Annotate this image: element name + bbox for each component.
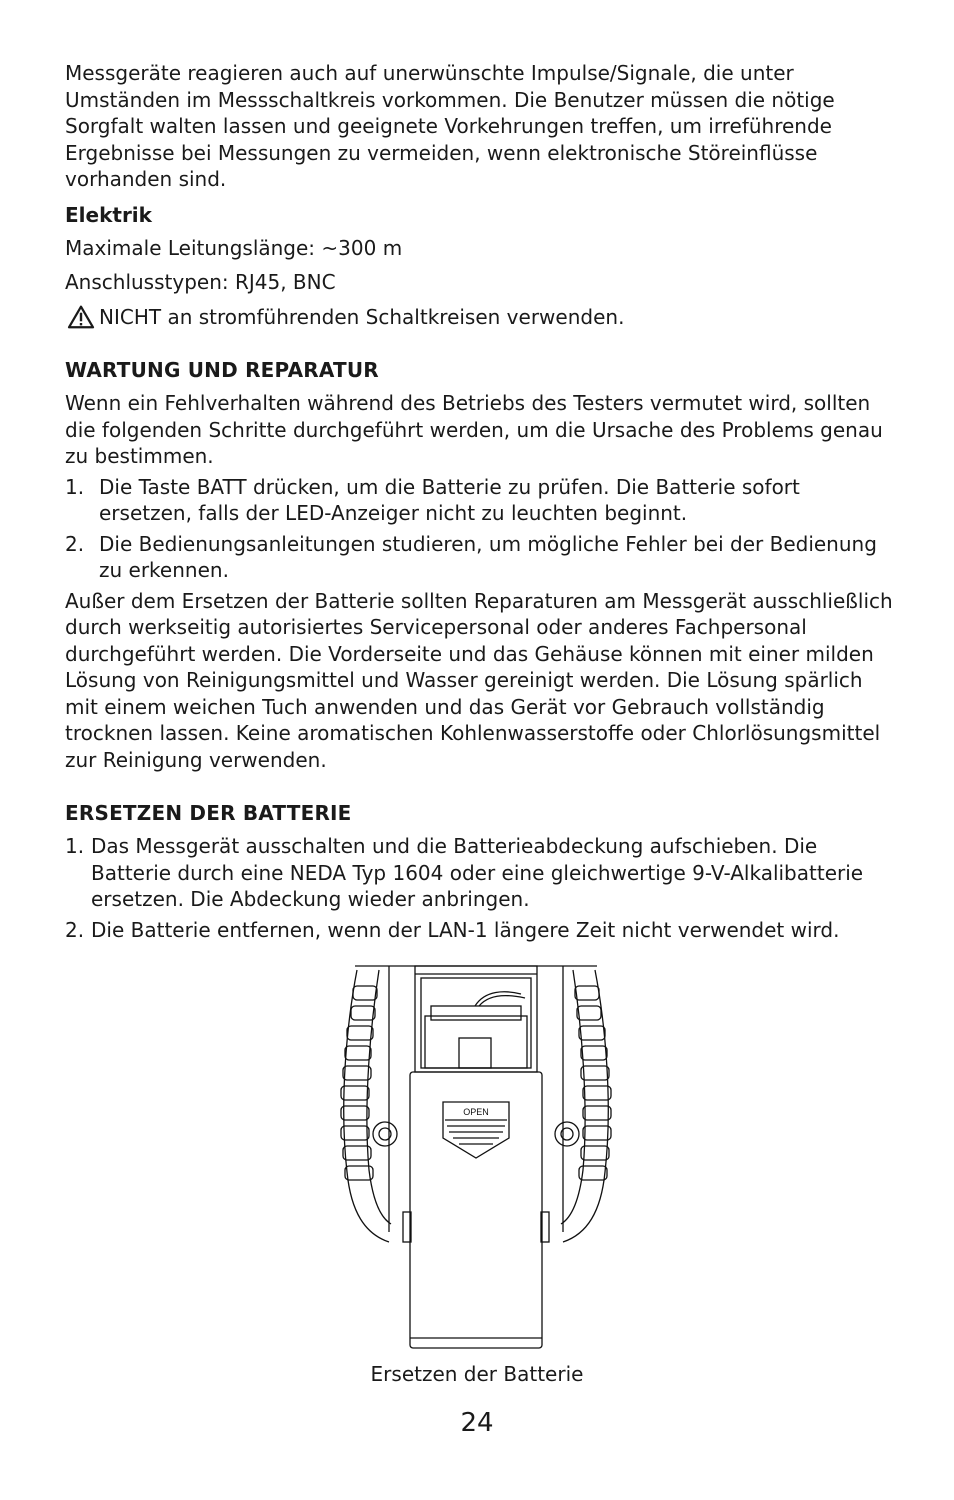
left-strap (341, 970, 411, 1242)
max-length-spec: Maximale Leitungslänge: ~300 m (65, 235, 403, 260)
wartung-steps (65, 474, 895, 584)
page-number: 24 (460, 1408, 494, 1438)
figure-caption: Ersetzen der Batterie (370, 1362, 584, 1386)
list-item (65, 917, 895, 944)
open-label: OPEN (463, 1107, 489, 1117)
warning-triangle-icon (65, 305, 97, 329)
wartung-heading: WARTUNG UND REPARATUR (65, 358, 379, 382)
step-text: Die Batterie entfernen, wenn der LAN-1 längere Zeit nicht verwendet wird. (91, 917, 840, 942)
step-number: 1. (65, 474, 85, 499)
step-text: Die Bedienungsanleitungen studieren, um mögliche Fehler bei der Bedienung zu erkennen. (99, 531, 877, 582)
battery-replacement-illustration (335, 962, 615, 1352)
connector-spec: Anschlusstypen: RJ45, BNC (65, 270, 336, 294)
page-content (65, 60, 895, 947)
warning-text: NICHT an stromführenden Schaltkreisen verwenden. (99, 304, 625, 329)
battery-compartment (415, 966, 537, 1072)
wartung-intro: Wenn ein Fehlverhalten während des Betriebs des Testers vermutet wird, sollten die folgenden Schritte durchgeführt werden, um die Ursache des Problems genau zu bestimmen. (65, 391, 883, 468)
step-number: 1. (65, 834, 85, 858)
list-item (65, 531, 895, 584)
intro-paragraph: Messgeräte reagieren auch auf unerwünschte Impulse/Signale, die unter Umständen im Messschaltkreis vorkommen. Die Benutzer müssen die nötige Sorgfalt walten lassen und geeignete Vorkehrungen treffen, um irreführende Ergebnisse bei Messungen zu vermeiden, wenn elektronische Störeinflüsse vorhanden sind. (65, 61, 835, 191)
step-number: 2. (65, 917, 85, 942)
right-strap (541, 970, 611, 1242)
elektrik-heading: Elektrik (65, 202, 152, 227)
step-text: Das Messgerät ausschalten und die Batterieabdeckung aufschieben. Die Batterie durch eine NEDA Typ 1604 oder eine gleichwertige 9-V-Alkalibatterie ersetzen. Die Abdeckung wieder anbringen. (91, 834, 864, 911)
list-item (65, 474, 895, 527)
step-text: Die Taste BATT drücken, um die Batterie zu prüfen. Die Batterie sofort ersetzen, falls der LED-Anzeiger nicht zu leuchten beginnt. (99, 474, 800, 525)
warning-line (65, 304, 895, 331)
batterie-steps (65, 833, 895, 943)
battery-icon (425, 1016, 527, 1068)
batterie-heading: ERSETZEN DER BATTERIE (65, 801, 352, 825)
wartung-body: Außer dem Ersetzen der Batterie sollten Reparaturen am Messgerät ausschließlich durch werkseitig autorisiertes Servicepersonal oder anderes Fachpersonal durchgeführt werden. Die Vorderseite und das Gehäuse können mit einer milden Lösung von Reinigungsmittel und Wasser gereinigt werden. Die Lösung spärlich mit einem weichen Tuch anwenden und das Gerät vor Gebrauch vollständig trocknen lassen. Keine aromatischen Kohlenwasserstoffe oder Chlorlösungsmittel zur Reinigung verwenden. (65, 588, 893, 772)
step-number: 2. (65, 531, 85, 556)
list-item (65, 833, 895, 913)
